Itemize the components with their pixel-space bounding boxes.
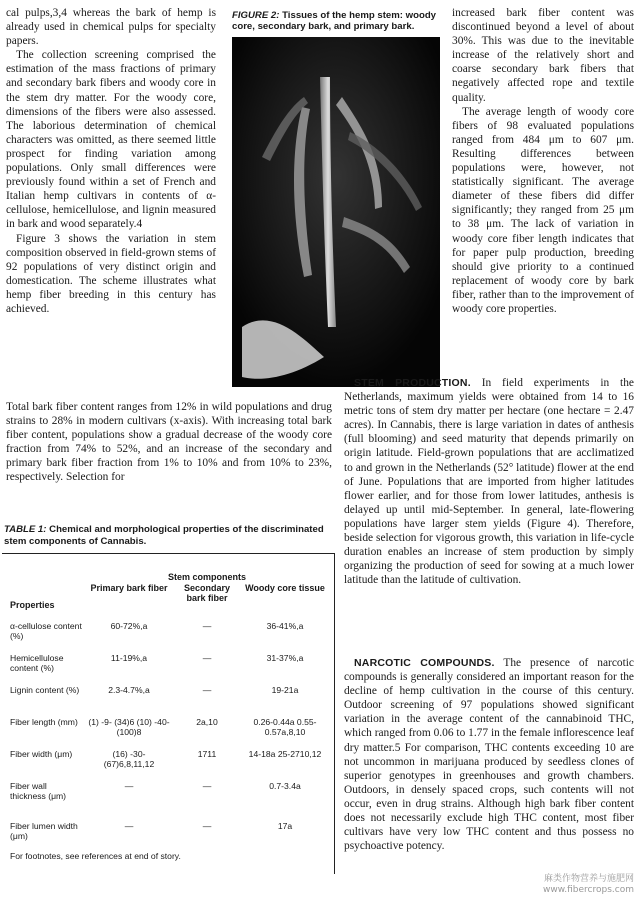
stem-production-section <box>344 376 634 587</box>
watermark-line: www.fibercrops.com <box>543 885 634 895</box>
paragraph: The collection screening comprised the estimation of the mass fractions of primary and secondary bark fibers and woody core in the stem dry matter. For the woody core, dimensions of the fibers were also assessed. The laborious determination of chemical characters was omitted, as there seemed little prospect for finding variation among populations. Only small differences were previously found within a set of French and Italian hemp cultivars in contents of α-cellulose, hemicellulose, and lignin measured in bark and wood separately.4 <box>6 49 216 231</box>
column-1-wide-text <box>6 400 332 485</box>
table-row <box>8 653 328 685</box>
group-header: Stem components <box>167 572 246 582</box>
paragraph: cal pulps,3,4 whereas the bark of hemp is already used in chemical pulps for specialty papers. <box>6 7 216 48</box>
column-header: Secondary bark fiber <box>183 582 231 603</box>
table-cell: Fiber width (μm) <box>10 748 73 759</box>
table-cell: 0.7-3.4a <box>269 780 301 791</box>
table-cell: — <box>124 820 134 831</box>
section-text: In field experiments in the Netherlands, maximum yields were obtained from 14 to 16 metric tons of stem dry matter per hectare (one hectare = 2.47 acres). In Cannabis, there is large variation in dates of anthesis (full blooming) and seed maturity that depends primarily on origin latitude. Field-grown populations that are acclimatized to and grown in the Netherlands (52° latitude) flower at the end of June. Populations that are imported from higher latitudes flower earlier, and for those from lower latitudes, anthesis is delayed up until mid-September. In general, late-flowering populations have larger stem yields (Figure 4). Therefore, beside selection for vigorous growth, this variation in life-cycle duration enables an increase of stem production by simply organizing the production of seed for sowing at a much lower latitude than the latitude of cultivation. <box>344 377 634 587</box>
table-cell: 2.3-4.7%,a <box>108 684 150 695</box>
table-row <box>8 685 328 717</box>
table-label: TABLE 1: <box>4 524 47 535</box>
column-2-text <box>452 6 634 316</box>
table-cell: — <box>202 652 212 663</box>
column-header: Woody core tissue <box>245 582 325 593</box>
section-heading: NARCOTIC COMPOUNDS. <box>354 657 495 669</box>
figure-label: FIGURE 2: <box>232 10 280 21</box>
table-cell: 2a,10 <box>196 716 218 727</box>
table-row <box>8 821 328 851</box>
figure-2 <box>232 10 440 387</box>
hemp-stem-image <box>232 37 440 387</box>
table-cell: 19-21a <box>271 684 299 695</box>
table-cell: 31-37%,a <box>266 652 304 663</box>
table-cell: 60-72%,a <box>110 620 148 631</box>
column-header: Primary bark fiber <box>90 582 168 593</box>
table-cell: (1) -9- (34)6 (10) -40- (100)8 <box>88 716 170 737</box>
paragraph: Figure 3 shows the variation in stem composition observed in field-grown stems of 92 populations of very distinct origin and domestication. The scheme illustrates what hemp fiber breeding in this century has achieved. <box>6 232 216 315</box>
table-cell: — <box>202 620 212 631</box>
table-cell: Fiber wall thickness (μm) <box>10 780 67 801</box>
table-cell: (16) -30- (67)6,8,11,12 <box>103 748 155 769</box>
table-row <box>8 781 328 821</box>
table-cell: 14-18a 25-2710,12 <box>248 748 322 759</box>
properties-table <box>8 572 328 851</box>
table-cell: 17a <box>277 820 293 831</box>
table-cell: Fiber lumen width (μm) <box>10 820 78 841</box>
table-caption <box>4 524 334 547</box>
section-heading: STEM PRODUCTION. <box>354 377 471 389</box>
table-caption-text: Chemical and morphological properties of the discriminated stem components of Cannabis. <box>4 524 324 547</box>
table-cell: — <box>202 780 212 791</box>
table-cell: 1711 <box>197 748 217 759</box>
table-row <box>8 749 328 781</box>
table-row <box>8 621 328 653</box>
table-cell: α-cellulose content (%) <box>10 620 82 641</box>
watermark-line: 麻类作物营养与施肥网 <box>543 874 634 884</box>
hemp-stem-photo <box>232 37 440 387</box>
table-cell: — <box>202 684 212 695</box>
column-header: Properties <box>10 600 55 610</box>
narcotic-compounds-section <box>344 656 634 853</box>
paragraph: Total bark fiber content ranges from 12% in wild populations and drug strains to 28% in modern cultivars (x-axis). With increasing total bark fiber content, populations show a gradual decrease of the woody core fraction from 74% to 52%, and an increase of the secondary and primary bark fiber fraction from 1% to 10% and from 10% to 23%, respectively. Selection for <box>6 401 332 484</box>
figure-caption <box>232 10 440 32</box>
paragraph: increased bark fiber content was discontinued beyond a level of about 30%. This was due to the inevitable increase of the relatively short and coarse secondary bark fibers that negatively affected rope and textile quality. <box>452 7 634 104</box>
table-cell: 36-41%,a <box>266 620 304 631</box>
table-cell: Hemicellulose content (%) <box>10 652 64 673</box>
table-cell: 0.26-0.44a 0.55-0.57a,8,10 <box>253 716 317 737</box>
figure-caption-text: Tissues of the hemp stem: woody core, secondary bark, and primary bark. <box>232 10 437 32</box>
paragraph: The average length of woody core fibers of 98 evaluated populations ranged from 484 μm to 607 μm. Resulting differences between populations were, however, not statistically significant. The average diameter of these fibers did differ significantly; they ranged from 25 μm to 38 μm. The lack of variation in woody core fiber length indicates that for paper pulp production, breeding should give priority to a continued replacement of woody core by bark fiber, rather than to the improvement of woody core properties. <box>452 105 634 315</box>
table-cell: — <box>202 820 212 831</box>
table-row <box>8 717 328 749</box>
column-1-text <box>6 6 216 316</box>
table-cell: — <box>124 780 134 791</box>
watermark <box>543 874 634 896</box>
table-cell: Fiber length (mm) <box>10 716 78 727</box>
table-cell: Lignin content (%) <box>10 684 80 695</box>
section-text: The presence of narcotic compounds is generally considered an important reason for the decline of hemp cultivation in the course of this century. Outdoor screening of 97 populations showed significant variation in the average content of the cannabinoid THC, which ranged from 0.06 to 1.77 in the female inflorescence leaf dry matter.5 For comparison, THC contents exceeding 10 are not uncommon in marijuana produced by seedless clones of superior genotypes in greenhouses and growth chambers. Outdoors, in densely spaced crops, such contents will not occur, even in drug strains. Although high bark fiber content does not necessarily exclude high THC content, most fiber cultivars have very low THC content and thus possess no psychoactive potency. <box>344 657 634 853</box>
table-footnote: For footnotes, see references at end of story. <box>10 851 181 861</box>
table-cell: 11-19%,a <box>110 652 148 663</box>
